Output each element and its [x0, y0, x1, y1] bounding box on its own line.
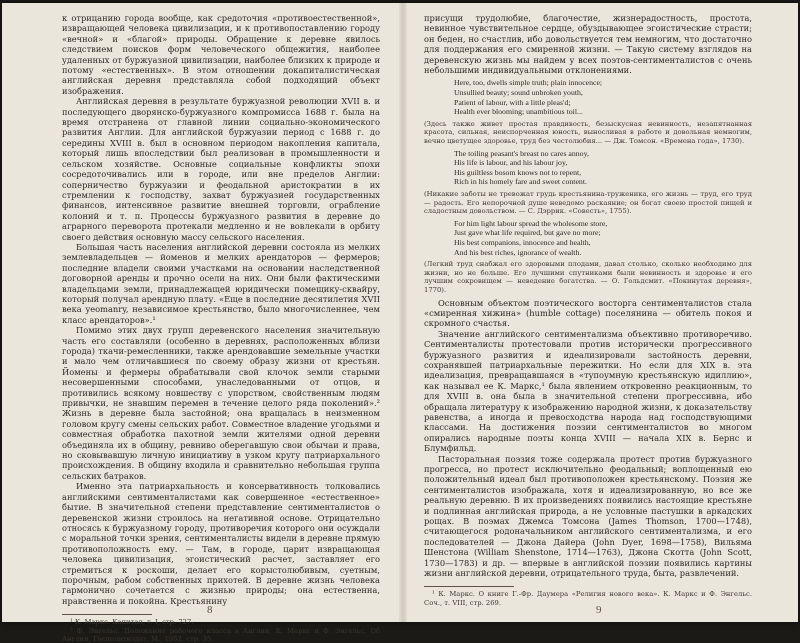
verse-translation: (Здесь также живет простая правдивость, безыскусная невинность, незапятнанная красота, сильная, неиспорченная юность, выносливая в работе и довольная немногим, вечно цветущее здоровье, труд без честолюбия... — Дж. Томсон. «Времена года», 1730). [424, 119, 752, 145]
verse-translation: (Никакие заботы не тревожат грудь крестьянина-труженика, его жизнь — труд, его труд — радость. Его непорочной душе неведомо раскаяние; он богат своею простой пищей и сладостным довольством. — С. Дэррик. «Совесть», 1755). [424, 189, 752, 216]
verse-quote [454, 149, 752, 187]
footnote: ¹ К. Маркс. О книге Г.-Фр. Даумера «Религия нового века». К. Маркс и Ф. Энгельс. Соч., т. VIII, стр. 269. [424, 590, 752, 607]
verse-line: His guiltless bosom knows not to repent, [454, 167, 582, 177]
verse-line: Patient of labour, with a little pleas'd; [454, 97, 571, 107]
paragraph: Большая часть населения английской деревни состояла из мелких землевладельцев — йоменов и мелких арендаторов — фермеров; последние владели своими участками на основании наследственной договорной аренды и прочно осели на них. Они были фактическими владельцами земли, принадлежащей юридически помещику-сквайру, который получал арендную плату. «Еще в последние десятилетия XVII века yeomanry, независимое крестьянство, было многочисленнее, чем класс арендаторов».¹ [62, 241, 380, 325]
right-page [424, 13, 752, 613]
paragraph: к отрицанию города вообще, как средоточия «противоестественной», извращающей человека цивилизации, и к противопоставлению городу «вечной» и «благой» природы. Обращение к деревне явилось следствием поисков форм человеческого общежития, наиболее удаленных от буржуазной цивилизации, наиболее близких к природе и потому «естественных». В этом отношении докапиталистическая английская деревня представляла собой подходящий объект изображения. [62, 13, 380, 96]
paragraph: Пасторальная поэзия тоже содержала протест против буржуазного прогресса, но протест исключительно феодальный; воплощенный ею положительный идеал был противоположен крестьянскому. Поэзия же сентименталистов изображала, хотя и идеализированную, но все же реальную деревню. В их произведениях появились настоящие крестьяне и подлинная английская природа, а не условные пастушки в аркадских рощах. В поэмах Джемса Томсона (James Thomson, 1700—1748), считающегося родоначальником английского сентиментализма, и его последователей — Джона Дайера (John Dyer, 1698—1758), Вильяма Шенстона (William Shenstone, 1714—1763), Джона Скотта (John Scott, 1730—1783) и др. — впервые в английской поэзии появились картины жизни английской деревни, отрицательного труда, быта, развлечений. [424, 453, 752, 579]
verse-line: His best companions, innocence and health, [454, 237, 591, 247]
book-spread [2, 3, 798, 643]
paragraph: Именно эта патриархальность и консервативность толковались английскими сентименталистами как совершенное «естественное» бытие. В значительной степени представление сентименталистов о деревенской жизни строилось на негативной основе. Отрицательно относясь к буржуазному городу, противоречия которого они осуждали с моральной точки зрения, сентименталисты видели в деревне прямую противоположность ему. — Там, в городе, царит извращающая человека цивилизация, эгоистический расчет, заставляет его стремиться к роскоши, делает его корыстолюбивым, суетным, порочным, рабом собственных прихотей. В деревне жизнь человека гармонично сочетается с жизнью природы; она естественна, нравственна и покойна. Крестьянину [62, 481, 380, 606]
verse-line: Here, too, dwells simple truth; plain innocence; [454, 78, 603, 88]
verse-quote [454, 78, 752, 116]
verse-line: For him light labour spread the wholesome store, [454, 218, 608, 228]
verse-line: Rich in his homely fare and sweet content. [454, 177, 587, 187]
paragraph: Основным объектом поэтического восторга сентименталистов стала «смиренная хижина» (humble cottage) поселянина — обитель покоя и скромного счастья. [424, 297, 752, 329]
paragraph: присущи трудолюбие, благочестие, жизнерадостность, простота, невинное чувствительное сердце, обуздывающее эгоистические страсти; он беден, но счастлив, ибо довольствуется тем немногим, что достаточно для поддержания его смиренной жизни. — Такую систему взглядов на деревенскую жизнь мы найдем у всех поэтов-сентименталистов с очень небольшими индивидуальными отклонениями. [424, 13, 752, 76]
paragraph: Помимо этих двух групп деревенского населения значительную часть его составляли (особенно в деревнях, расположенных вблизи города) ткачи-ремесленники, также арендовавшие земельные участки и мало чем отличавшиеся по своему образу жизни от крестьян. Йомены и фермеры обрабатывали свой клочок земли старыми несовершенными способами, унаследованными от отцов, и противились всякому новшеству с упорством, свойственным людям привычки, не знавшим перемен в течение целого ряда поколений».² Жизнь в деревне была застойной; она вращалась в неизменном головом кругу смены сельских работ. Совместное владение угодьями и совместная обработка пахотной земли жителями одной деревни объединяла их в общину, ревниво оберегавшую свои обычаи и права, но сковывавшую личную инициативу в узком кругу патриархального происхождения. В общину входила и сравнительно небольшая группа сельских батраков. [62, 325, 380, 481]
left-page [62, 13, 380, 643]
footnote: ² Ф. Энгельс. Положение рабочего класса в Англии, К. Маркс и Ф. Энгельс. Об Англии, Госполитиздат, М., 1952, стр. 35. [62, 626, 380, 643]
verse-line: The toiling peasant's breast no cares annoy, [454, 148, 589, 158]
book-gutter [399, 3, 407, 622]
verse-line: Health ever blooming; unambitious toil... [454, 107, 583, 117]
page-number-left: 8 [207, 604, 213, 616]
paragraph: Значение английского сентиментализма объективно противоречиво. Сентименталисты протестовали против исторически прогрессивного буржуазного развития и идеализировали застойность деревни, сохранявшей патриархальные пережитки. Но если для XIX в. эта идеализация, превращавшаяся в «тупоумную крестьянскую идиллию», как называл ее К. Маркс,¹ была явлением откровенно реакционным, то для XVIII в. она была в значительной степени прогрессивна, ибо обращала литературу к изображению народной жизни, к доказательству равенства, а иногда и превосходства народа над господствующими классами. На достижения поэзии сентименталистов во многом опирались народные поэты конца XVIII — начала XIX в. Бернс и Блумфильд. [424, 328, 752, 454]
verse-line: Just gave what life required, but gave no more; [454, 228, 601, 238]
page-number-right: 9 [596, 604, 602, 616]
verse-quote [454, 219, 752, 257]
footnote-divider [424, 586, 514, 587]
verse-translation: (Легкий труд снабжал его здоровыми плодами, давал столько, сколько необходимо для жизни, но не больше. Его лучшими спутниками были невинность и здоровье и его лучшим сокровищем — неведение богатства. — О. Гольдсмит. «Покинутая деревня», 1770). [424, 260, 752, 294]
verse-line: And his best riches, ignorance of wealth. [454, 247, 582, 257]
footnote-divider [62, 614, 152, 615]
paragraph: Английская деревня в результате буржуазной революции XVII в. и последующего дворянско-буржуазного компромисса 1688 г. была на время отстранена от главной линии социально-экономического развития Англии. Для английской буржуазии период с 1688 г. до середины XVIII в. был в основном периодом накопления капитала, который лишь впоследствии был реализован в промышленности и сельском хозяйстве. Основные социальные конфликты эпохи сосредоточивались или в городе, или вне пределов Англии: соперничество буржуазии и феодальной аристократии в их стремлении к господству, захват буржуазией государственных финансов, интенсивное развитие внешней торговли, ограбление колоний и т. п. Процессы буржуазного развития в деревне до аграрного переворота протекали медленно и не вовлекали в орбиту своего действия основную массу сельского населения. [62, 96, 380, 242]
verse-line: Unsullied beauty; sound unbroken youth, [454, 88, 583, 98]
verse-line: His life is labour, and his labour joy, [454, 158, 568, 168]
footnote: ¹ К. Маркс. Капитал, т. I, стр. 727. [70, 618, 194, 627]
